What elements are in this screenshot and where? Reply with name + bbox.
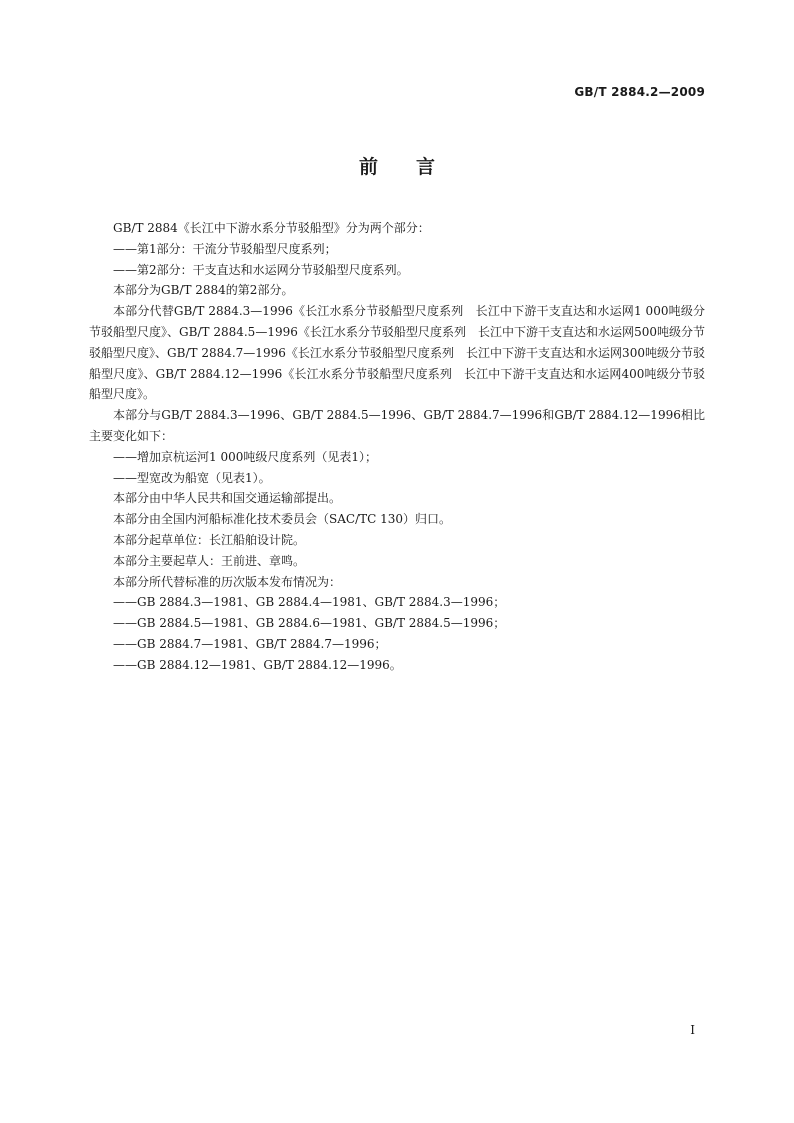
paragraph-this-part: 本部分为GB/T 2884的第2部分。 bbox=[113, 283, 294, 298]
standard-code: GB/T 2884.2—2009 bbox=[574, 85, 705, 99]
page-title: 前言 bbox=[358, 156, 473, 178]
list-item-history-4: ——GB 2884.12—1981、GB/T 2884.12—1996。 bbox=[113, 657, 402, 672]
list-item-history-2: ——GB 2884.5—1981、GB 2884.6—1981、GB/T 2884.5—1996； bbox=[113, 616, 506, 631]
paragraph-intro: GB/T 2884《长江中下游水系分节驳船型》分为两个部分： bbox=[113, 221, 430, 235]
list-item-change-1: ——增加京杭运河1 000吨级尺度系列（见表1）； bbox=[113, 449, 377, 464]
list-item-change-2: ——型宽改为船宽（见表1）。 bbox=[113, 470, 271, 485]
paragraph-drafting-unit: 本部分起草单位：长江船舶设计院。 bbox=[113, 532, 306, 547]
paragraph-managed-by: 本部分由全国内河船标准化技术委员会（SAC/TC 130）归口。 bbox=[113, 512, 452, 527]
paragraph-changes: 本部分与GB/T 2884.3—1996、GB/T 2884.5—1996、GB/T 2884.7—1996和GB/T 2884.12—1996相比主要变化如下： bbox=[89, 408, 705, 443]
list-item-part-1: ——第1部分：干流分节驳船型尺度系列； bbox=[113, 241, 337, 256]
paragraph-history: 本部分所代替标准的历次版本发布情况为： bbox=[113, 574, 342, 589]
paragraph-drafters: 本部分主要起草人：王前进、章鸣。 bbox=[113, 553, 306, 568]
list-item-history-1: ——GB 2884.3—1981、GB 2884.4—1981、GB/T 2884.3—1996； bbox=[113, 595, 506, 610]
page-number: I bbox=[690, 1023, 695, 1037]
foreword-content bbox=[89, 218, 705, 676]
list-item-history-3: ——GB 2884.7—1981、GB/T 2884.7—1996； bbox=[113, 636, 387, 651]
paragraph-replaces: 本部分代替GB/T 2884.3—1996《长江水系分节驳船型尺度系列 长江中下游干支直达和水运网1 000吨级分节驳船型尺度》、GB/T 2884.5—1996《长江水系分节驳船型尺度系列 长江中下游干支直达和水运网500吨级分节驳船型尺度》、GB/T 2884.7—1996《长江水系分节驳船型尺度系列 长江中下游干支直达和水运网300吨级分节驳船型尺度》、GB/T 2884.12—1996《长江水系分节驳船型尺度系列 长江中下游干支直达和水运网400吨级分节驳船型尺度》。 bbox=[89, 304, 705, 402]
list-item-part-2: ——第2部分：干支直达和水运网分节驳船型尺度系列。 bbox=[113, 262, 409, 277]
paragraph-proposed-by: 本部分由中华人民共和国交通运输部提出。 bbox=[113, 491, 342, 506]
